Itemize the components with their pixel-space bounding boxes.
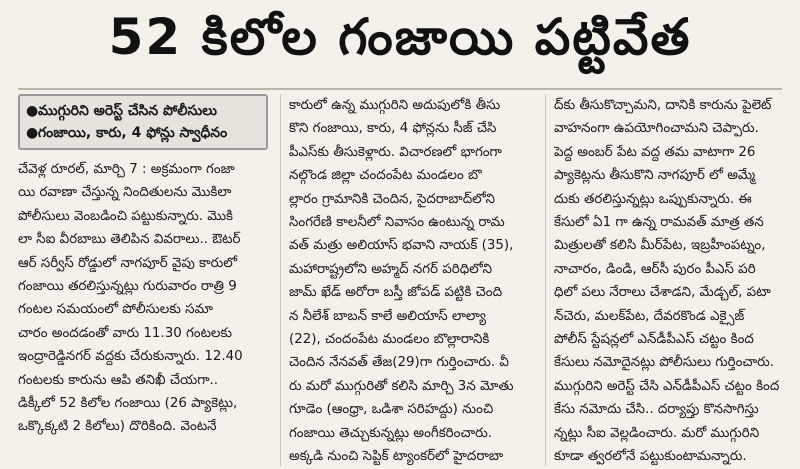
text-line: లా సీఐ వీరబాబు తెలిపిన వివరాలు.. ఔటర్‌: [18, 232, 241, 248]
text-line: ఒక్కొక్కటి 2 కిలోలు) దొరికింది. వెంటనే: [18, 419, 217, 435]
text-line: ముగ్గురిని అరెస్ట్‌ చేసి ఎన్‌డీపీఎస్‌ చట్టం కింద: [554, 378, 780, 394]
text-line: గంజాయి తెచ్చుకున్నట్లు అంగీకరించారు.: [289, 425, 493, 441]
highlight-item: [26, 122, 260, 144]
column-1-body: [18, 158, 268, 439]
article-column-3: [545, 94, 794, 466]
text-line: నల్గొండ జిల్లా చందంపేట మండలం బొ: [289, 168, 482, 184]
text-line: గంటల సమయంలో పోలీసులకు సమా: [18, 302, 214, 318]
text-line: ద్‌కు తీసుకొచ్చామని, దానికి కారును పైలెట్‌: [554, 98, 772, 113]
article-column-1: [18, 94, 268, 466]
column-2-body: [289, 94, 541, 466]
text-line: సింగరేణి కాలనీలో నివాసం ఉంటున్న రామ: [289, 215, 505, 231]
text-line: న్నట్లు సీఐ వెల్లడించారు. మరో ముగ్గురిని: [554, 425, 760, 441]
text-line: చేవెళ్ల రూరల్‌, మార్చి 7 : అక్రమంగా గంజా: [18, 162, 235, 177]
highlights-box: [18, 94, 268, 150]
text-line: పోలీసులు వెంబడించి పట్టుకున్నారు. మొకి: [18, 208, 234, 224]
text-line: యి రవాణా చేస్తున్న నిందితులను మొకిలా: [18, 185, 232, 201]
bullet-icon: ●: [26, 103, 39, 119]
headline-divider: [18, 88, 782, 90]
text-line: కేసు నమోదు చేసి.. దర్యాప్తు కొనసాగిస్తు: [554, 402, 759, 418]
text-line: పెద్ద అంబర్‌ పేట వద్ద తమ వాటాగా 26: [554, 144, 756, 160]
column-3-body: [554, 94, 794, 466]
text-line: జామ్‌ ఖేడ్‌ అరోరా బస్తీ జోపడ్‌ పట్టికి చెంది: [289, 285, 503, 301]
text-line: న నీలేశ్‌ బాబన్‌ కాలే అలియాస్‌ లాల్యా: [289, 308, 487, 324]
text-line: అక్కడి నుంచి సెప్టిక్‌ ట్యాంకర్‌లో హైదరాబా: [289, 449, 504, 465]
text-line: చారం అందడంతో వారు 11.30 గంటలకు: [18, 325, 233, 341]
text-line: పోలీస్‌ స్టేషన్లలో ఎన్‌డీపీఎస్‌ చట్టం కింద: [554, 332, 754, 348]
text-line: డిక్కీలో 52 కిలోల గంజాయి (26 ప్యాకెట్లు,: [18, 396, 238, 412]
text-line: దుకు తరలిస్తున్నట్లు ఒప్పుకున్నారు. ఈ: [554, 191, 752, 207]
article-column-2: [280, 94, 541, 466]
headline: 52 కిలోల గంజాయి పట్టివేత: [108, 7, 692, 66]
text-line: మిత్రులతో కలిసి మీర్‌పేట, ఇబ్రహీంపట్నం,: [554, 238, 766, 254]
text-line: ప్యాకెట్లను తీసుకొని నాగపూర్‌ లో అమ్మే: [554, 168, 756, 184]
text-line: రు మరో ముగ్గురితో కలిసి మార్చి 3న మోతు: [289, 378, 514, 394]
text-line: మహారాష్ట్రలోని అహ్మద్‌ నగర్‌ పరిధిలోని: [289, 261, 493, 277]
highlight-item: [26, 100, 260, 122]
text-line: (22), చందంపేట మండలం బొల్లారానికి: [289, 332, 490, 348]
text-line: ఇంద్రారెడ్డినగర్‌ వద్దకు చేరుకున్నారు. 12.40: [18, 349, 243, 365]
text-line: కేసులు నమోదైనట్లు పోలీసులు గుర్తించారు.: [554, 355, 774, 371]
text-line: గంజాయి తరలిస్తున్నట్లు గురువారం రాత్రి 9: [18, 279, 237, 295]
text-line: పీఎస్‌కు తీసుకెళ్లారు. విచారణలో భాగంగా: [289, 144, 502, 160]
text-line: గంటలకు కారును ఆపి తనిఖీ చేయగా..: [18, 372, 219, 388]
highlight-text: గంజాయి, కారు, 4 ఫోన్లు స్వాధీనం: [38, 125, 228, 141]
text-line: నాచారం, డిండి, ఆర్‌సీ పురం పీఎస్‌ పరి: [554, 261, 756, 277]
text-line: కొని గంజాయి, కారు, 4 ఫోన్లను సీజ్‌ చేసి: [289, 121, 497, 137]
bullet-icon: ●: [26, 125, 39, 141]
text-line: వాహనంగా ఉపయోగించామని చెప్పారు.: [554, 121, 759, 137]
text-line: ల్లారం గ్రామానికి చెందిన, సైదరాబాద్‌లోని: [289, 191, 496, 207]
text-line: కూడా త్వరలోనే పట్టుకుంటామన్నారు.: [554, 449, 747, 465]
text-line: కారులో ఉన్న ముగ్గురిని అదుపులోకి తీసు: [289, 98, 501, 113]
text-line: వత్‌ మత్రు అలియాస్‌ భవాని నాయక్‌ (35),: [289, 238, 514, 254]
text-line: ఆర్‌ సర్వీస్‌ రోడ్డులో నాగపూర్‌ వైపు కారులో: [18, 255, 238, 271]
text-line: చెందిన నేనవత్‌ తేజ(29)గా గుర్తించారు. వీ: [289, 355, 509, 371]
text-line: ధిలో పలు నేరాలు చేశాడని, మేడ్చల్‌, పటా: [554, 285, 771, 301]
text-line: కేసులో ఏ1 గా ఉన్న రామవత్‌ మాత్ర తన: [554, 215, 764, 231]
highlight-text: ముగ్గురిని అరెస్ట్‌ చేసిన పోలీసులు: [38, 103, 217, 119]
text-line: న్‌చెరు, మలక్‌పేట, దేవరకొండ ఎక్సైజ్‌: [554, 308, 745, 324]
text-line: గూడెం (ఆంధ్రా, ఒడిశా సరిహద్దు) నుంచి: [289, 402, 494, 418]
